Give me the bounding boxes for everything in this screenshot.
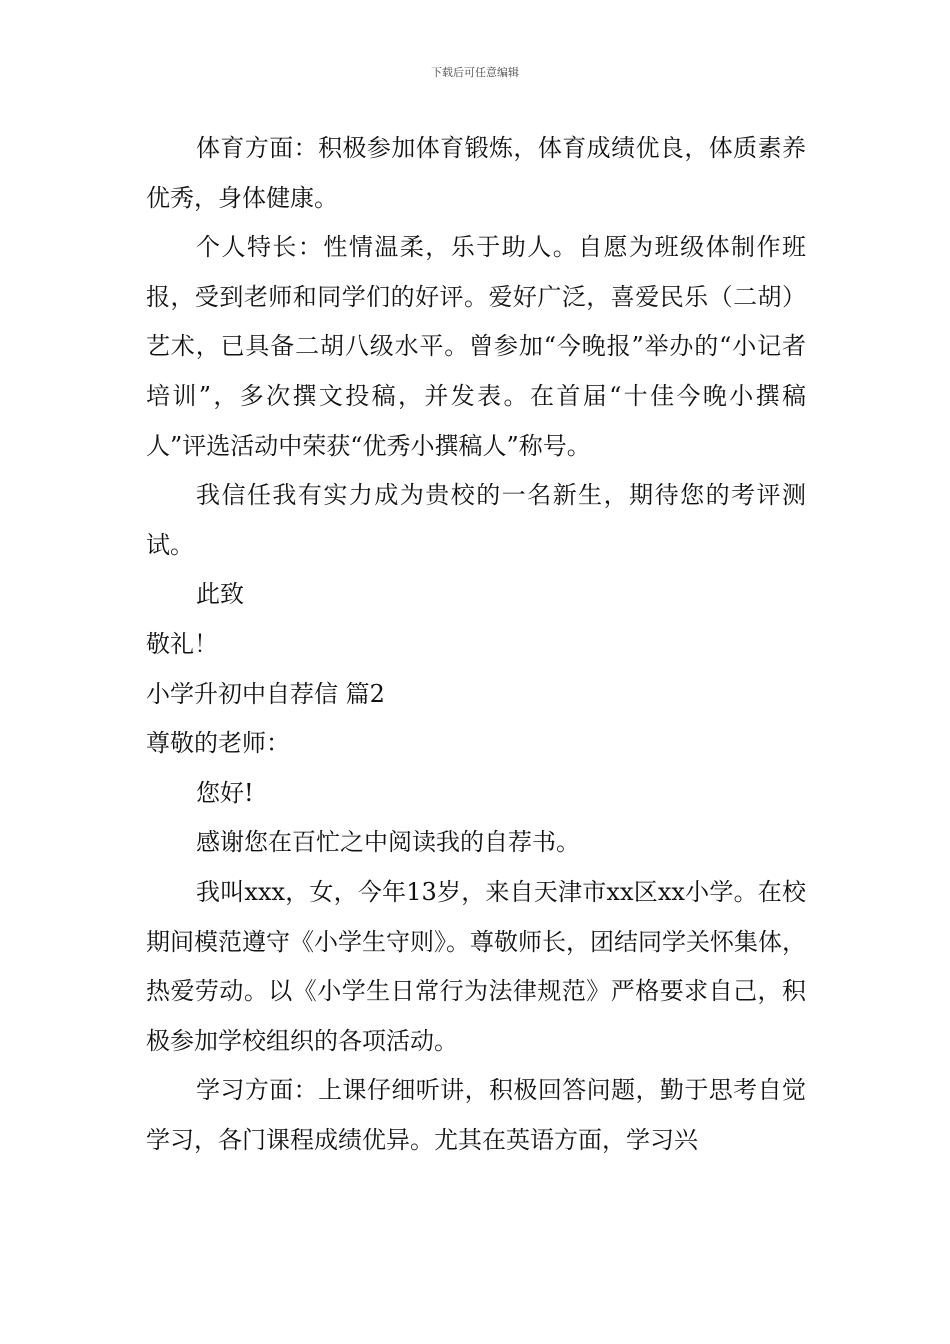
paragraph-sports: 体育方面：积极参加体育锻炼，体育成绩优良，体质素养优秀，身体健康。	[146, 134, 806, 212]
paragraph-intro: 我叫xxx，女，今年13岁，来自天津市xx区xx小学。在校期间模范遵守《小学生守则》。尊敬师长，团结同学关怀集体，热爱劳动。以《小学生日常行为法律规范》严格要求自己，积极参加学校组织的各项活动。	[146, 877, 806, 1055]
letter-body	[146, 124, 806, 1165]
header-note: 下载后可任意编辑	[431, 66, 519, 79]
paragraph-confidence: 我信任我有实力成为贵校的一名新生，期待您的考评测试。	[146, 481, 806, 559]
paragraph-study: 学习方面：上课仔细听讲，积极回答问题，勤于思考自觉学习，各门课程成绩优异。尤其在英语方面，学习兴	[146, 1076, 806, 1154]
closing-jingli: 敬礼！	[146, 629, 218, 658]
section-title: 小学升初中自荐信 篇2	[146, 679, 385, 708]
greeting: 您好!	[196, 778, 254, 807]
paragraph-specialty: 个人特长：性情温柔，乐于助人。自愿为班级体制作班报，受到老师和同学们的好评。爱好广泛，喜爱民乐（二胡）艺术，已具备二胡八级水平。曾参加“今晚报”举办的“小记者培训”，多次撰文投稿，并发表。在首届“十佳今晚小撰稿人”评选活动中荣获“优秀小撰稿人”称号。	[146, 233, 806, 460]
paragraph-thanks: 感谢您在百忙之中阅读我的自荐书。	[196, 828, 580, 857]
closing-cizhi: 此致	[196, 580, 244, 609]
salutation: 尊敬的老师：	[146, 729, 290, 758]
